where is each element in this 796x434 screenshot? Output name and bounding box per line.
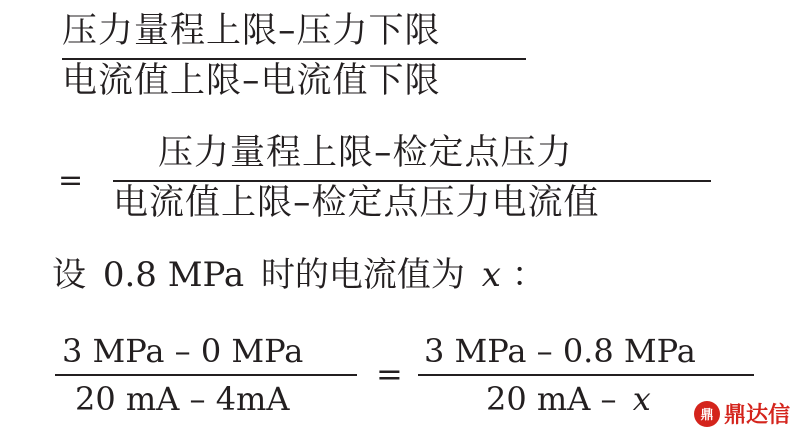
eq3-right-denominator-variable: x	[632, 380, 651, 418]
assumption-value: 0.8 MPa	[102, 255, 245, 295]
eq3-right-denominator-prefix: 20 mA –	[486, 380, 617, 418]
assumption-prefix: 设	[52, 255, 86, 295]
assumption-middle: 时的电流值为	[260, 255, 465, 295]
eq3-right-fraction-bar	[418, 374, 754, 376]
watermark-logo	[694, 398, 790, 429]
assumption-variable: x	[481, 255, 501, 295]
assumption-line	[52, 255, 546, 295]
eq3-left-denominator: 20 mA – 4mA	[75, 380, 290, 418]
eq1-numerator: 压力量程上限–压力下限	[62, 11, 441, 51]
eq2-fraction-bar	[113, 180, 711, 182]
watermark-text: 鼎达信	[724, 403, 791, 428]
eq2-denominator: 电流值上限–检定点压力电流值	[113, 183, 600, 223]
brand-icon: 鼎	[694, 401, 720, 427]
assumption-suffix: ：	[511, 255, 546, 295]
eq2-numerator: 压力量程上限–检定点压力	[158, 133, 573, 173]
eq2-equals-sign: =	[58, 163, 84, 198]
eq3-left-numerator: 3 MPa – 0 MPa	[62, 332, 304, 370]
eq3-right-denominator	[486, 380, 651, 418]
eq1-denominator: 电流值上限–电流值下限	[62, 61, 441, 101]
eq3-left-fraction-bar	[55, 374, 357, 376]
eq1-fraction-bar	[62, 58, 526, 60]
eq3-equals-sign: =	[376, 355, 403, 393]
eq3-right-numerator: 3 MPa – 0.8 MPa	[424, 332, 696, 370]
